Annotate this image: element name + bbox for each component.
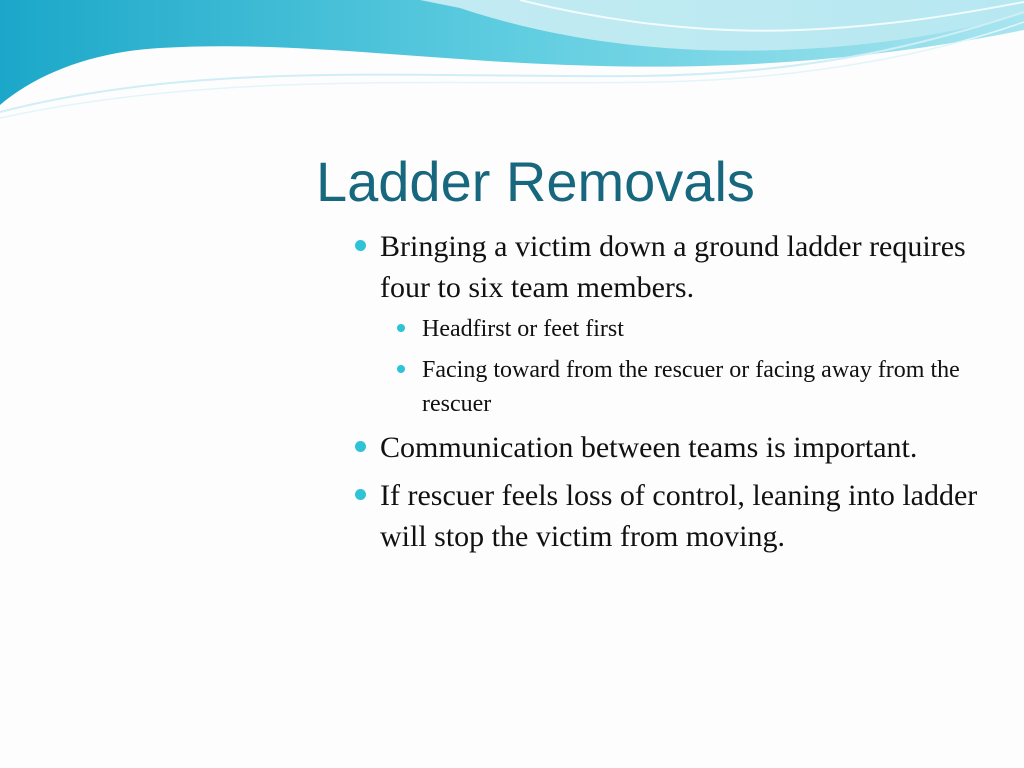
bullet-text: Bringing a victim down a ground ladder requires four to six team members.: [380, 230, 966, 304]
bullet-item: [352, 226, 1012, 308]
bullet-dot-icon: [397, 365, 405, 373]
bullet-list: [352, 226, 1012, 557]
header-wave-decoration: [0, 0, 1024, 130]
bullet-dot-icon: [355, 489, 366, 500]
sub-bullet-text: Headfirst or feet first: [422, 316, 624, 342]
sub-bullet-text: Facing toward from the rescuer or facing away from the rescuer: [422, 357, 960, 417]
bullet-item: [352, 427, 1012, 468]
bullet-text: Communication between teams is important.: [380, 431, 918, 464]
slide-title: Ladder Removals: [316, 150, 755, 213]
bullet-dot-icon: [355, 240, 366, 251]
bullet-item: [352, 475, 1012, 557]
sub-bullet-item: [352, 312, 1012, 346]
bullet-dot-icon: [355, 441, 366, 452]
sub-bullet-item: [352, 353, 1012, 421]
bullet-text: If rescuer feels loss of control, leaning into ladder will stop the victim from moving.: [380, 479, 978, 553]
bullet-dot-icon: [397, 324, 405, 332]
